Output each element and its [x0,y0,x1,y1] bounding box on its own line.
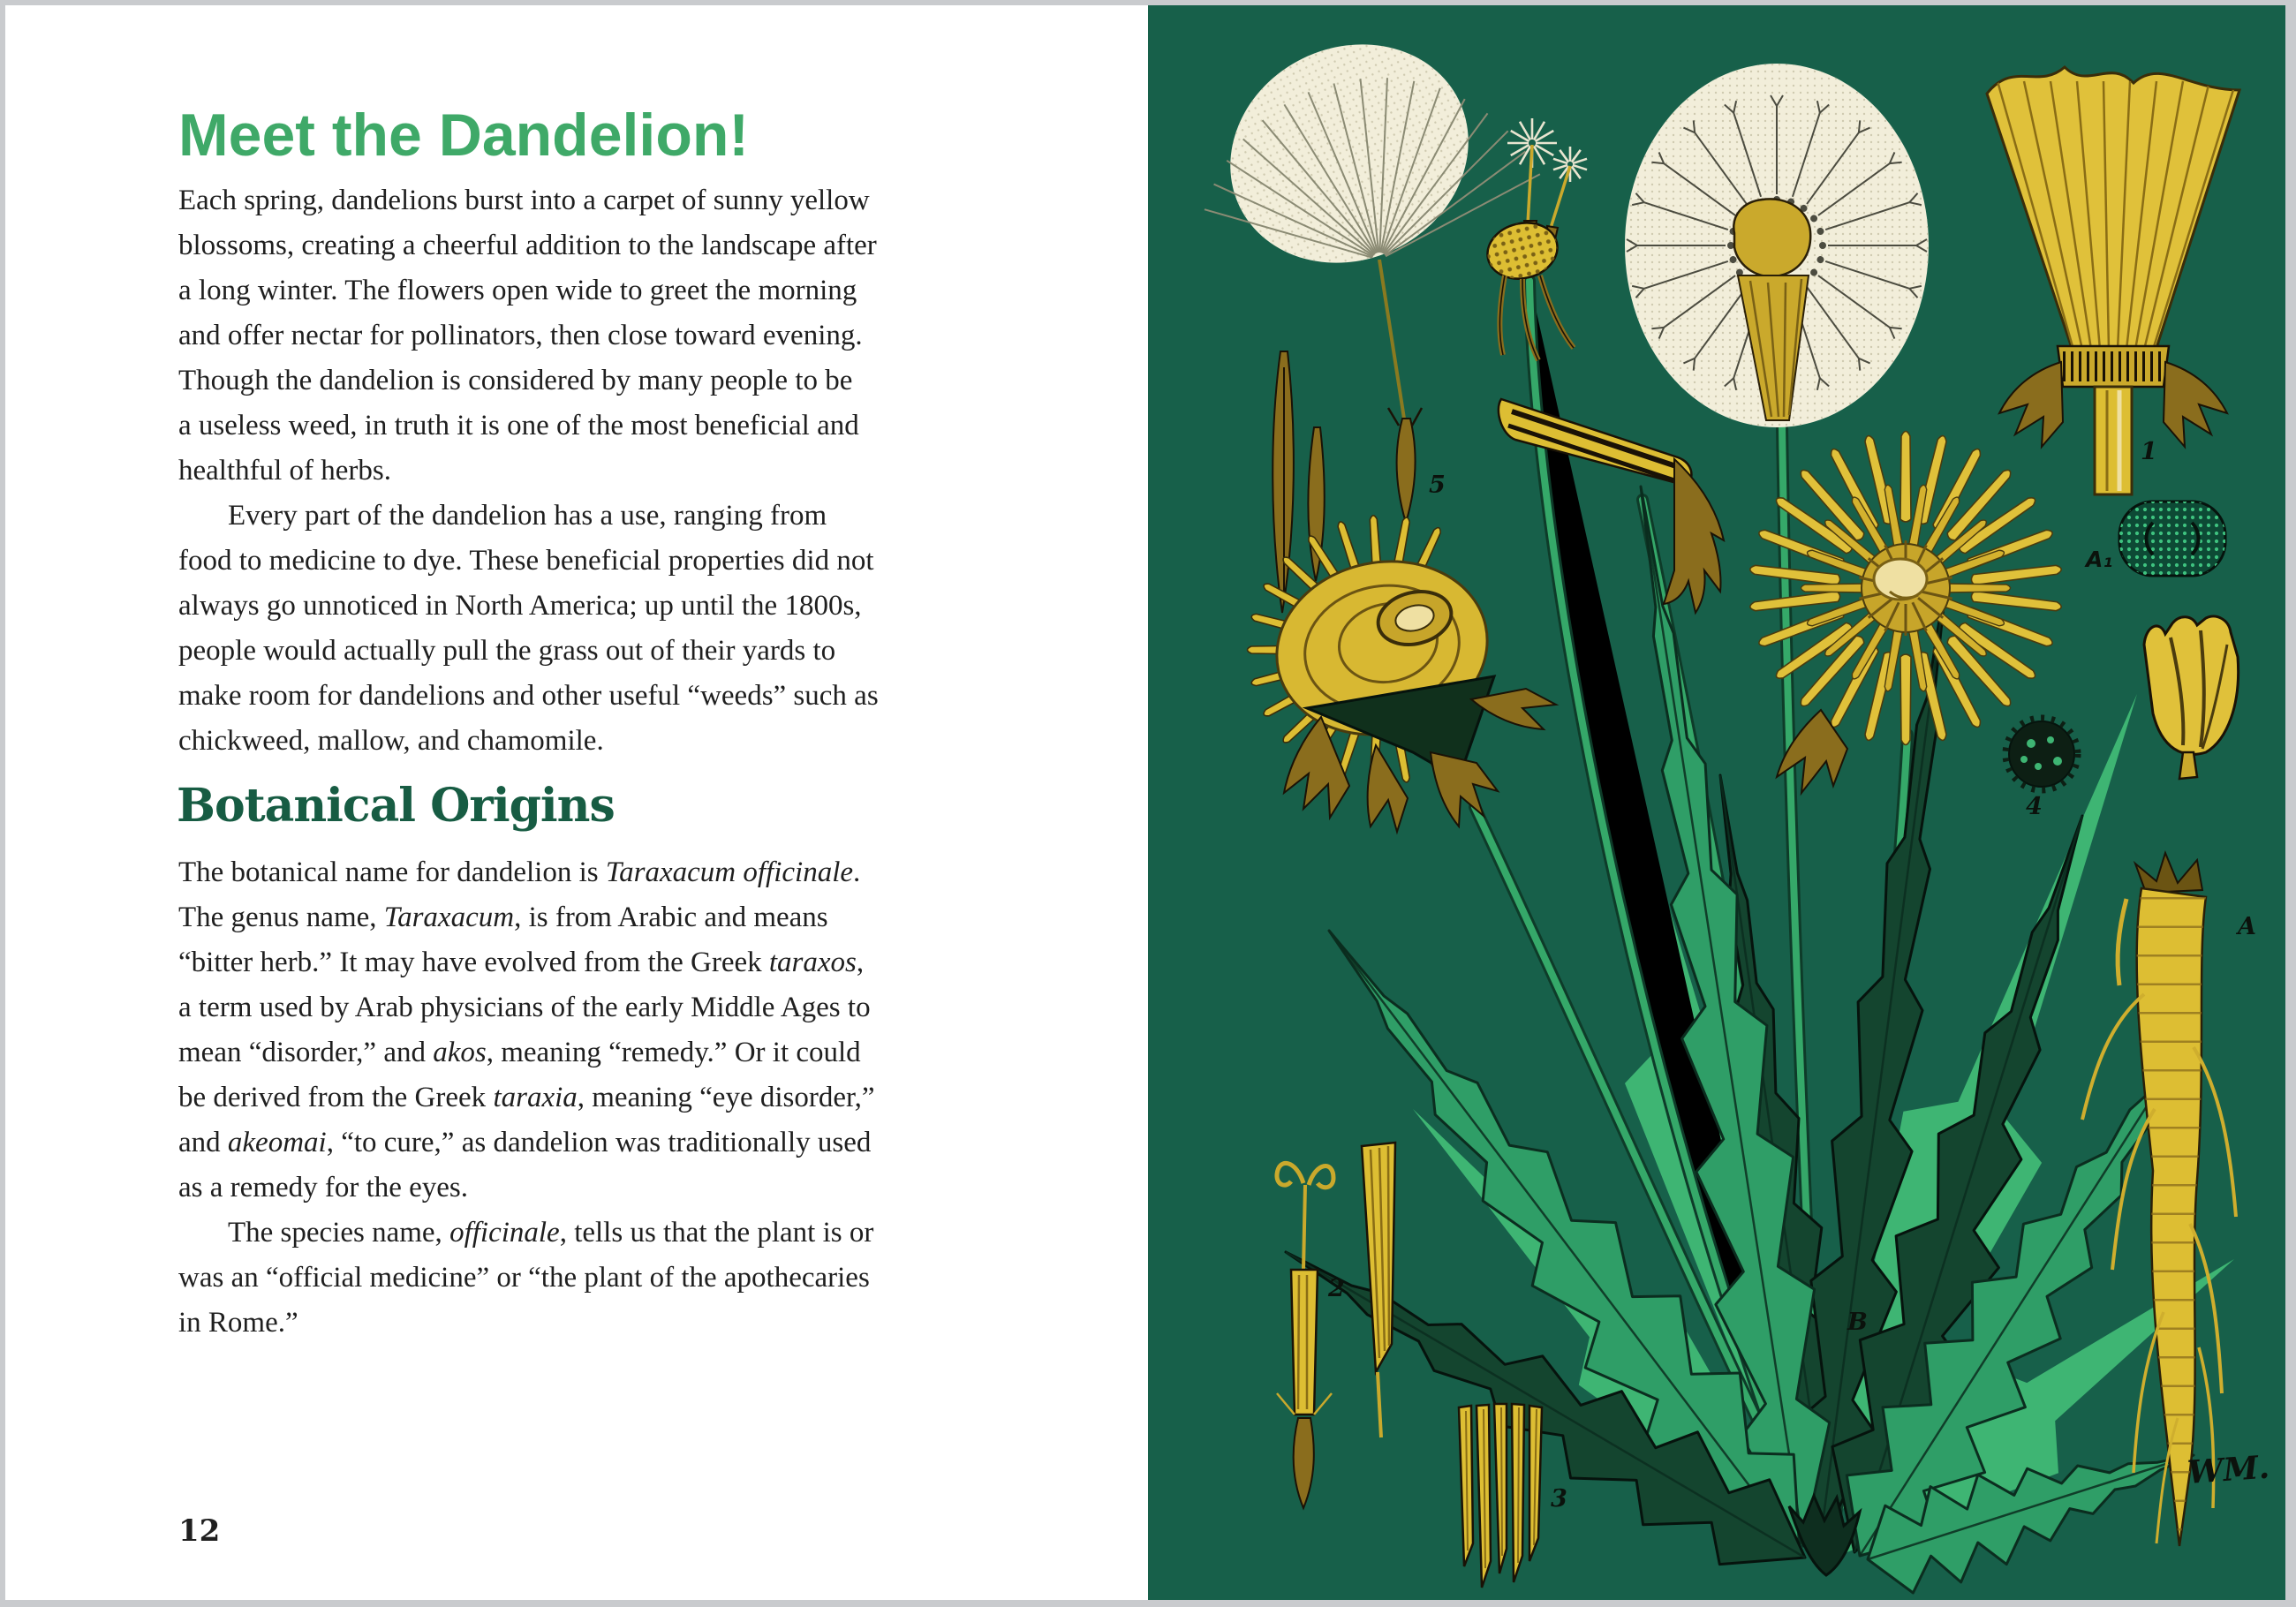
text-line: food to medicine to dye. These beneficial properties did not [178,545,874,577]
text-line: make room for dandelions and other useful “weeds” such as [178,680,879,712]
figure-label-floret: 2 [1328,1275,1345,1302]
seed-head-puffball-illustration [1625,64,1929,427]
chapter-title: Meet the Dandelion! [178,102,750,169]
flower-bud-illustration [2144,616,2239,779]
text-line: The species name, officinale, tells us that the plant is or [228,1217,874,1249]
text-line: blossoms, creating a cheerful addition to the landscape after [178,230,877,261]
text-line: Though the dandelion is considered by many people to be [178,365,853,396]
text-line: Each spring, dandelions burst into a carpet of sunny yellow [178,185,870,216]
text-line: healthful of herbs. [178,455,392,487]
figure-label-seed: 5 [1429,472,1446,499]
text-line: people would actually pull the grass out of their yards to [178,635,836,667]
section-heading: Botanical Origins [177,779,615,833]
text-line: The botanical name for dandelion is Taraxacum officinale. [178,856,861,888]
text-line: and offer nectar for pollinators, then close toward evening. [178,320,863,351]
flower-section-illustration [1987,67,2239,494]
text-line: always go unnoticed in North America; up until the 1800s, [178,590,862,622]
text-line: in Rome.” [178,1307,298,1339]
text-line: a useless weed, in truth it is one of the most beneficial and [178,410,859,441]
text-line: The genus name, Taraxacum, is from Arabic and means [178,902,828,933]
text-line: a term used by Arab physicians of the early Middle Ages to [178,992,871,1023]
figure-label-bundle: 3 [1551,1485,1567,1513]
closing-flower-illustration [1248,515,1557,832]
fruit-section-illustration [2084,502,2225,576]
text-line: and akeomai, “to cure,” as dandelion was traditionally used [178,1127,872,1158]
illustration-panel [1148,5,2285,1600]
book-spread [5,5,2285,1600]
text-line: a long winter. The flowers open wide to greet the morning [178,275,857,306]
figure-label-root: A [2238,913,2256,940]
single-floret-illustration [1277,1163,1345,1508]
text-line: was an “official medicine” or “the plant of the apothecaries [178,1262,870,1294]
figure-label-pollen: 4 [2026,793,2043,820]
text-line: as a remedy for the eyes. [178,1172,469,1203]
text-line: chickweed, mallow, and chamomile. [178,725,604,757]
botanical-paragraphs [178,850,1026,1346]
artist-signature: WM. [2186,1448,2271,1491]
text-line: mean “disorder,” and akos, meaning “remedy.” Or it could [178,1037,861,1068]
pollen-grain-illustration [2005,718,2078,820]
text-line: be derived from the Greek taraxia, meaning “eye disorder,” [178,1082,875,1113]
figure-label-leaf: B [1847,1309,1868,1336]
text-line: “bitter herb.” It may have evolved from the Greek taraxos, [178,947,865,978]
seed-with-pappus-illustration [1193,5,1540,523]
figure-label-fruit-section: A₁ [2086,547,2113,572]
figure-label-flower-section: 1 [2141,438,2157,465]
dandelion-botanical-plate [1148,5,2285,1600]
intro-paragraphs [178,178,1026,764]
page-number: 12 [178,1513,221,1549]
withered-flower-head-illustration [1499,399,1724,613]
text-line: Every part of the dandelion has a use, ranging from [228,500,827,532]
left-page [5,5,1148,1600]
